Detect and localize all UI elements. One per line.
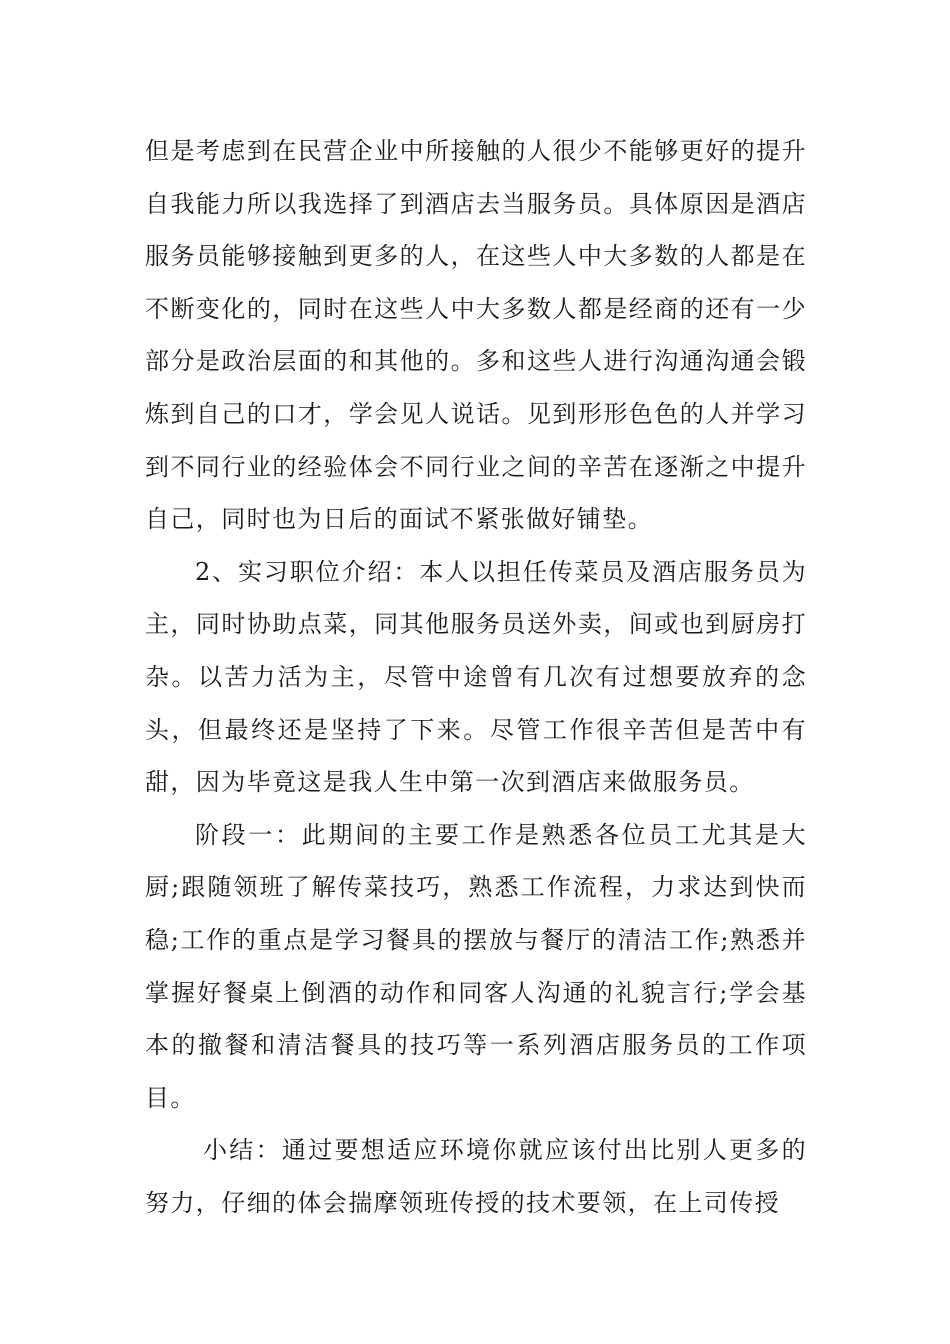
document-body xyxy=(145,125,807,1229)
paragraph-internship-position: 2、实习职位介绍：本人以担任传菜员及酒店服务员为主，同时协助点菜，同其他服务员送外卖，间或也到厨房打杂。以苦力活为主，尽管中途曾有几次有过想要放弃的念头，但最终还是坚持了下来。尽管工作很辛苦但是苦中有甜，因为毕竟这是我人生中第一次到酒店来做服务员。 xyxy=(145,557,807,797)
paragraph-continuation: 但是考虑到在民营企业中所接触的人很少不能够更好的提升自我能力所以我选择了到酒店去当服务员。具体原因是酒店服务员能够接触到更多的人，在这些人中大多数的人都是在不断变化的，同时在这些人中大多数人都是经商的还有一少部分是政治层面的和其他的。多和这些人进行沟通沟通会锻炼到自己的口才，学会见人说话。见到形形色色的人并学习到不同行业的经验体会不同行业之间的辛苦在逐渐之中提升自己，同时也为日后的面试不紧张做好铺垫。 xyxy=(145,137,807,534)
paragraph-stage-one: 阶段一：此期间的主要工作是熟悉各位员工尤其是大厨;跟随领班了解传菜技巧，熟悉工作流程，力求达到快而稳;工作的重点是学习餐具的摆放与餐厅的清洁工作;熟悉并掌握好餐桌上倒酒的动作和同客人沟通的礼貌言行;学会基本的撤餐和清洁餐具的技巧等一系列酒店服务员的工作项目。 xyxy=(145,820,807,1112)
paragraph-summary: 小结：通过要想适应环境你就应该付出比别人更多的努力，仔细的体会揣摩领班传授的技术要领，在上司传授 xyxy=(145,1136,807,1217)
